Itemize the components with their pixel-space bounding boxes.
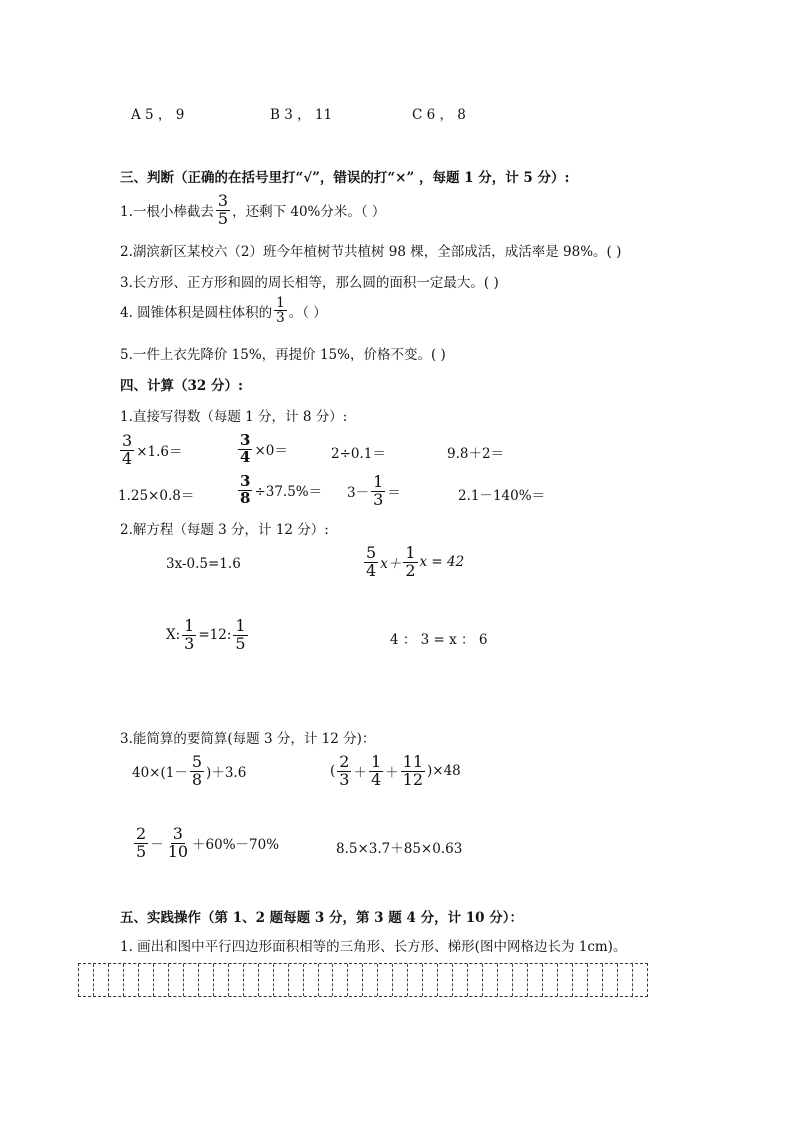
fraction-numerator: 5 [366,543,377,562]
simplify-2 [330,754,461,789]
section-4-title: 四、计算（32 分）: [120,378,243,394]
fraction-denominator: 8 [240,488,251,507]
calc-2 [236,433,288,466]
fraction-numerator: 1 [276,295,285,311]
fraction-1-3 [274,296,287,325]
fraction-denominator: 10 [167,841,189,861]
equation-3-mid: =12: [198,627,232,644]
drawing-grid [78,963,648,997]
plus-sign: ＋ [353,765,367,782]
fraction-3-5 [216,193,230,228]
fraction-1-3 [182,618,196,653]
option-a: A 5 ， 9 [131,107,185,123]
judge-q1-text: 1.一根小棒截去 [120,204,214,221]
fraction-numerator: 1 [373,472,384,491]
calc-7 [347,474,401,509]
fraction-numerator: 1 [235,616,246,635]
calc-6-expr: ÷37.5%＝ [254,484,323,501]
plus-sign: ＋ [385,765,399,782]
fraction-denominator: 4 [122,448,133,468]
calc-6 [236,474,322,507]
fraction-numerator: 11 [402,752,424,771]
part-3-title: 3.能简算的要简算(每题 3 分，计 12 分)： [120,731,376,747]
simplify-3 [132,826,279,861]
judge-q4 [120,296,327,325]
fraction-numerator: 3 [172,824,183,843]
calc-7-eq: ＝ [387,485,401,502]
fraction-numerator: 2 [136,824,147,843]
simplify-1-post: )＋3.6 [206,765,247,782]
fraction-numerator: 2 [339,752,350,771]
fraction-numerator: 3 [240,431,251,449]
simplify-1-pre: 40×(1－ [132,765,188,782]
fraction-numerator: 1 [370,752,382,771]
calc-2-expr: ×0＝ [254,443,288,460]
judge-q2: 2.湖滨新区某校六（2）班今年植树节共植树 98 棵，全部成活，成活率是 98%。( ) [120,244,622,260]
fraction-numerator: 1 [184,616,195,635]
fraction-5-4 [364,545,378,580]
calc-3: 2÷0.1＝ [331,446,386,462]
fraction-denominator: 3 [184,633,195,653]
fraction-2-5 [134,826,148,861]
judge-q1 [120,193,385,228]
fraction-numerator: 3 [217,191,229,210]
fraction-denominator: 4 [240,447,251,466]
calc-7-pre: 3－ [347,485,370,502]
fraction-denominator: 3 [339,769,350,789]
judge-q5: 5.一件上衣先降价 15%，再提价 15%，价格不变。( ) [120,347,446,363]
judge-q1-tail: ，还剩下 40%分米。（ ） [232,204,386,221]
fraction-5-8 [190,754,204,789]
fraction-numerator: 1 [405,543,416,562]
judge-q4-text: 4. 圆锥体积是圆柱体积的 [120,304,273,321]
fraction-1-4 [369,754,383,789]
judge-q4-tail: 。（ ） [288,304,327,321]
equation-4: 4 ： 3 = x ： 6 [390,632,488,648]
minus-sign: － [150,837,164,854]
fraction-3-10 [166,826,190,861]
equation-2-term: x＋ [380,556,402,573]
fraction-numerator: 3 [240,472,251,490]
option-b: B 3 ， 11 [270,107,333,123]
fraction-2-3 [337,754,351,789]
simplify-3-post: ＋60%－70% [192,837,280,854]
calc-5: 1.25×0.8＝ [118,488,195,504]
fraction-denominator: 12 [402,769,424,789]
fraction-denominator: 3 [373,489,384,509]
practice-q1: 1. 画出和图中平行四边形面积相等的三角形、长方形、梯形(图中网格边长为 1cm)。 [120,939,627,955]
calc-8: 2.1－140%＝ [458,488,546,504]
calc-1 [118,433,182,468]
fraction-denominator: 4 [370,769,382,789]
section-3-title: 三、判断（正确的在括号里打“√”，错误的打“×” ，每题 1 分，计 5 分）: [120,170,570,186]
equation-2 [362,545,464,580]
fraction-numerator: 3 [122,431,133,450]
fraction-denominator: 3 [276,310,285,327]
fraction-3-4 [238,433,252,466]
simplify-4: 8.5×3.7＋85×0.63 [336,841,463,857]
fraction-3-8 [238,474,252,507]
fraction-numerator: 5 [191,752,203,771]
fraction-denominator: 8 [191,769,203,789]
fraction-denominator: 5 [136,841,147,861]
fraction-1-5 [233,618,247,653]
fraction-denominator: 5 [217,208,229,228]
fraction-denominator: 2 [405,560,416,580]
section-5-title: 五、实践操作（第 1、2 题每题 3 分，第 3 题 4 分，计 10 分）： [120,910,524,926]
equation-1: 3x-0.5=1.6 [166,556,241,572]
calc-4: 9.8＋2＝ [447,446,505,462]
part-2-title: 2.解方程（每题 3 分，计 12 分）: [120,522,329,538]
equation-3-pre: X: [166,627,181,644]
simplify-1 [132,754,246,789]
fraction-11-12 [401,754,425,789]
option-c: C 6 ， 8 [412,107,466,123]
paren-open: ( [330,763,336,780]
part-1-title: 1.直接写得数（每题 1 分，计 8 分）: [120,409,348,425]
fraction-1-2 [403,545,417,580]
fraction-denominator: 5 [235,633,246,653]
equation-2-rhs: x = 42 [419,554,465,571]
equation-3 [166,618,250,653]
fraction-1-3 [371,474,385,509]
fraction-3-4 [120,433,134,468]
simplify-2-post: )×48 [427,763,461,780]
judge-q3: 3.长方形、正方形和圆的周长相等，那么圆的面积一定最大。( ) [120,275,499,291]
fraction-denominator: 4 [366,560,377,580]
calc-1-expr: ×1.6＝ [136,444,183,461]
